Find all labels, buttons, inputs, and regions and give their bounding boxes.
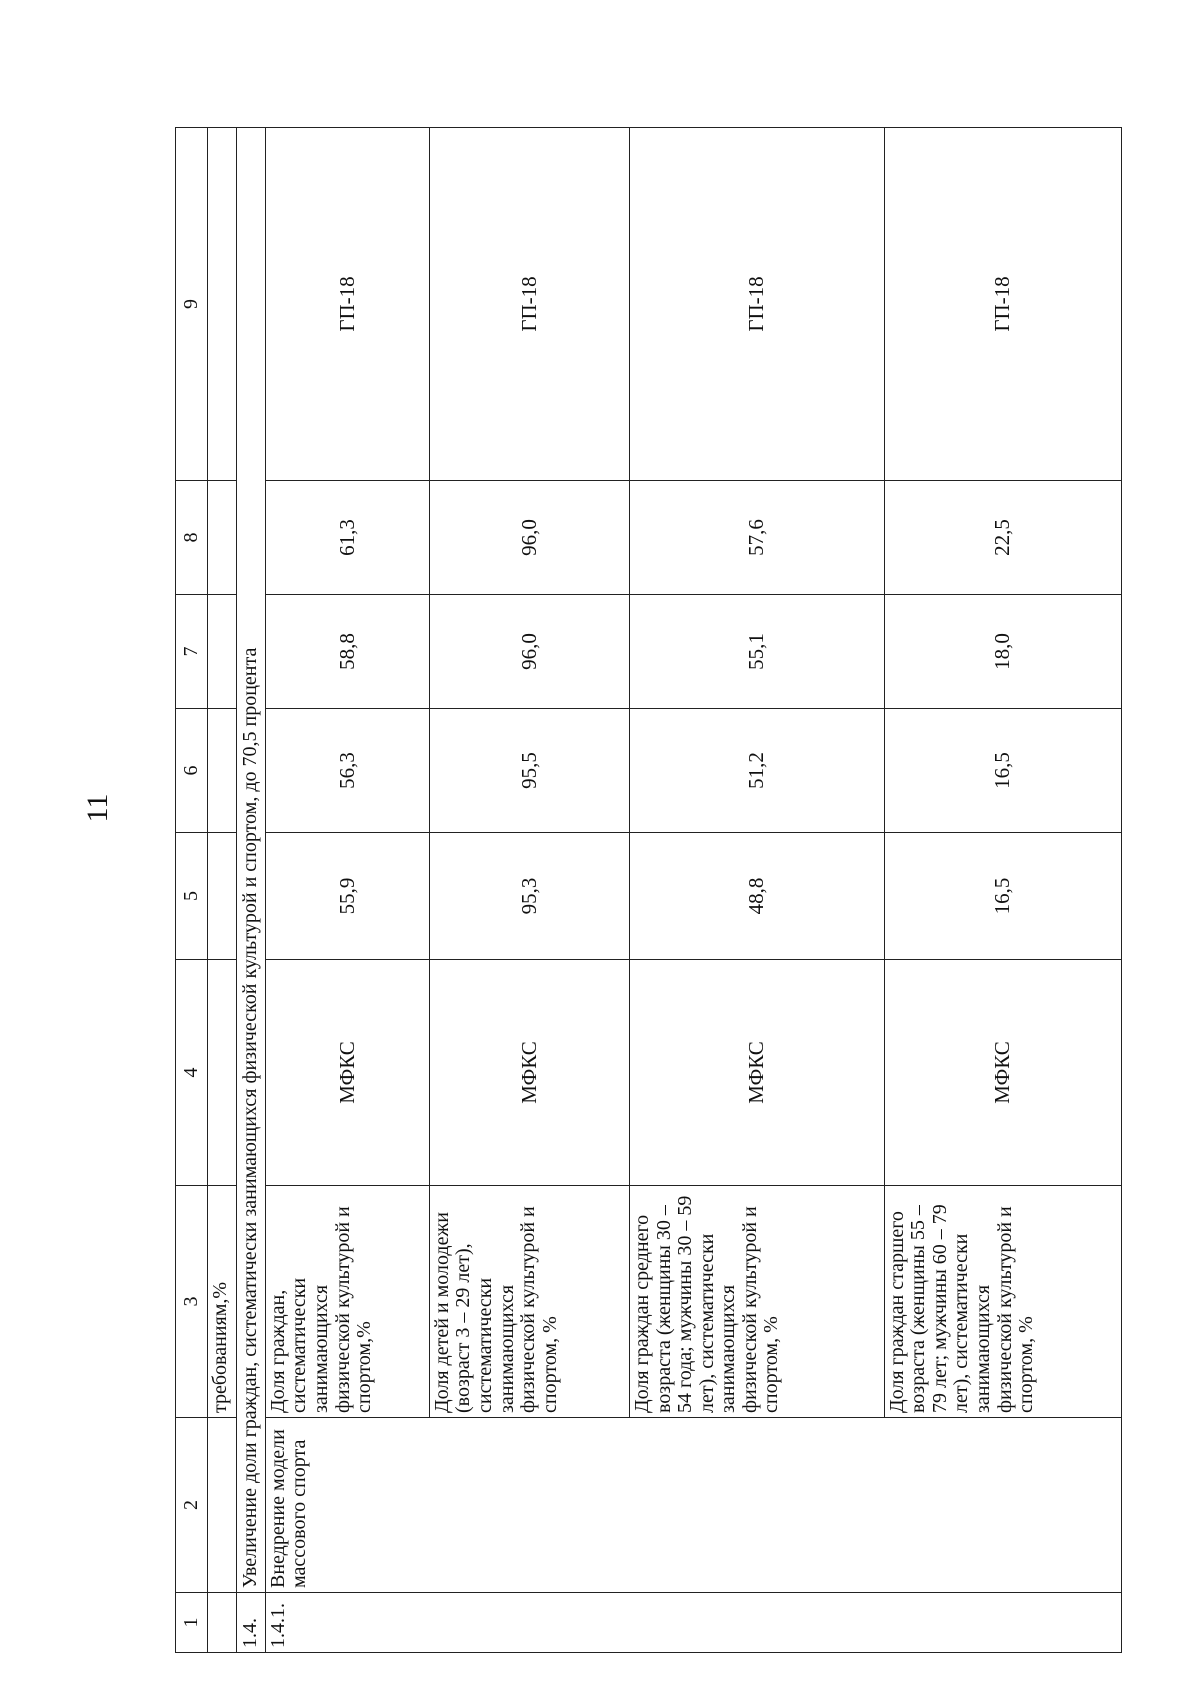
value-col6: 95,5 xyxy=(429,709,629,833)
measure-code: 1.4.1. xyxy=(265,1593,1121,1653)
executor: МФКС xyxy=(429,960,629,1186)
section-title: Увеличение доли граждан, систематически занимающихся физической культурой и спортом, до 70,5 процента xyxy=(236,128,265,1593)
value-col5: 16,5 xyxy=(884,833,1121,960)
indicator-name: Доля детей и молодежи (возраст 3 – 29 лет), систематически занимающихся физической культурой и спортом, % xyxy=(429,1186,629,1418)
table-row xyxy=(265,128,429,1653)
value-col8: 22,5 xyxy=(884,481,1121,595)
column-number: 7 xyxy=(176,595,208,709)
value-col7: 55,1 xyxy=(629,595,884,709)
value-col7: 58,8 xyxy=(265,595,429,709)
page-number: 11 xyxy=(81,793,114,823)
value-col8: 61,3 xyxy=(265,481,429,595)
source: ГП-18 xyxy=(429,128,629,481)
executor: МФКС xyxy=(884,960,1121,1186)
value-col7: 96,0 xyxy=(429,595,629,709)
column-number: 5 xyxy=(176,833,208,960)
value-col7: 18,0 xyxy=(884,595,1121,709)
value-col8: 57,6 xyxy=(629,481,884,595)
column-number: 2 xyxy=(176,1418,208,1593)
value-col5: 55,9 xyxy=(265,833,429,960)
empty-cell xyxy=(207,960,236,1186)
table-container xyxy=(175,128,1122,1653)
indicator-name: Доля граждан старшего возраста (женщины 55 – 79 лет; мужчины 60 – 79 лет), систематически занимающихся физической культурой и спортом, % xyxy=(884,1186,1121,1418)
column-number: 8 xyxy=(176,481,208,595)
measure-name: Внедрение модели массового спорта xyxy=(265,1418,1121,1593)
column-number: 3 xyxy=(176,1186,208,1418)
column-number: 4 xyxy=(176,960,208,1186)
empty-cell xyxy=(207,128,236,481)
source: ГП-18 xyxy=(265,128,429,481)
indicator-name: Доля граждан, систематически занимающихся физической культурой и спортом,% xyxy=(265,1186,429,1418)
column-number-row xyxy=(176,128,208,1653)
value-col6: 51,2 xyxy=(629,709,884,833)
source: ГП-18 xyxy=(629,128,884,481)
empty-cell xyxy=(207,481,236,595)
value-col8: 96,0 xyxy=(429,481,629,595)
indicator-name: Доля граждан среднего возраста (женщины 30 – 54 года; мужчины 30 – 59 лет), систематически занимающихся физической культурой и спортом, % xyxy=(629,1186,884,1418)
column-number: 6 xyxy=(176,709,208,833)
value-col6: 16,5 xyxy=(884,709,1121,833)
section-code: 1.4. xyxy=(236,1593,265,1653)
value-col5: 48,8 xyxy=(629,833,884,960)
continuation-row xyxy=(207,128,236,1653)
empty-cell xyxy=(207,1593,236,1653)
continuation-text: требованиям,% xyxy=(207,1186,236,1418)
section-row xyxy=(236,128,265,1653)
indicators-table xyxy=(175,127,1122,1653)
executor: МФКС xyxy=(265,960,429,1186)
value-col6: 56,3 xyxy=(265,709,429,833)
column-number: 1 xyxy=(176,1593,208,1653)
empty-cell xyxy=(207,1418,236,1593)
value-col5: 95,3 xyxy=(429,833,629,960)
empty-cell xyxy=(207,833,236,960)
column-number: 9 xyxy=(176,128,208,481)
empty-cell xyxy=(207,709,236,833)
executor: МФКС xyxy=(629,960,884,1186)
empty-cell xyxy=(207,595,236,709)
source: ГП-18 xyxy=(884,128,1121,481)
